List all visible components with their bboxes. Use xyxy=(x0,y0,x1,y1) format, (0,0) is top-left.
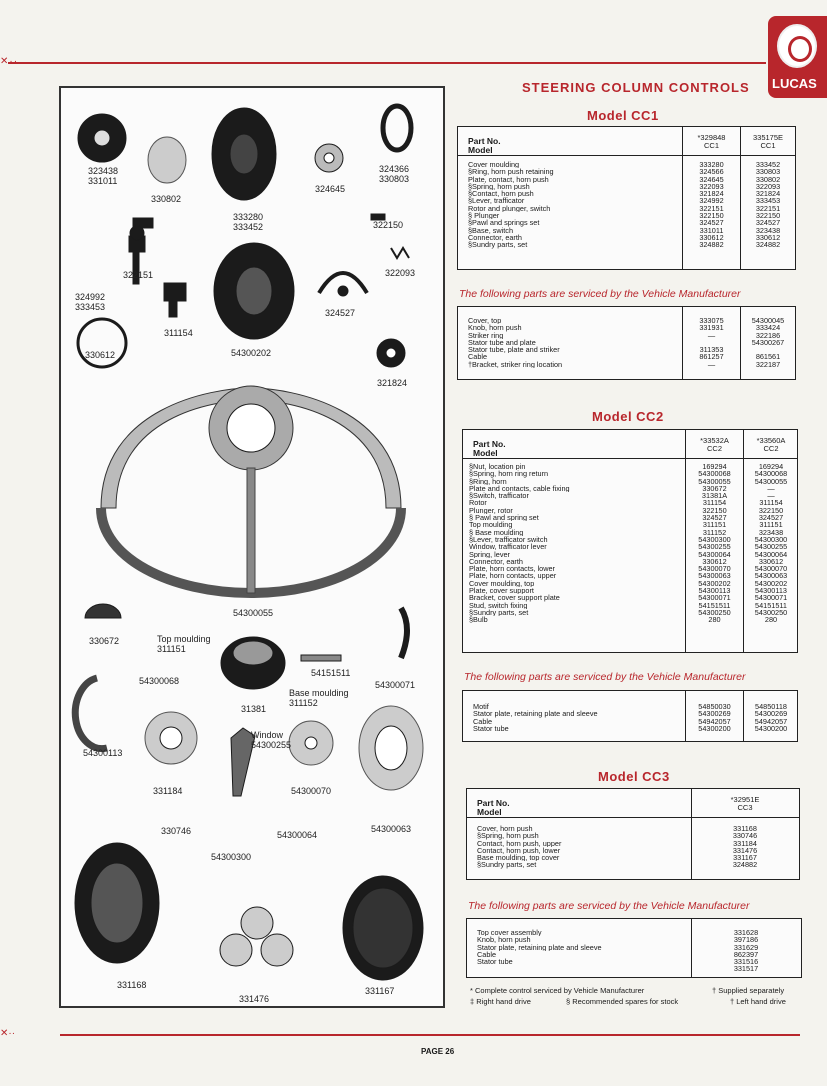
table-cell: 54300255 xyxy=(754,542,788,552)
table-cell: 311151 xyxy=(702,520,727,530)
table-cell: 324882 xyxy=(732,860,758,870)
table-cell: 333452 xyxy=(755,160,781,169)
table-row-label: Spring, lever xyxy=(469,550,510,558)
table-cell: 322150 xyxy=(758,505,784,515)
part-label: Base moulding 311152 xyxy=(289,688,349,708)
table-cell: 331629 xyxy=(733,942,759,952)
table-row-label: Stator plate, retaining plate and sleeve xyxy=(477,943,602,951)
row-labels xyxy=(468,161,680,249)
table-row-label: §Base, switch xyxy=(468,226,514,234)
table-cell: 861561 xyxy=(755,352,781,362)
table-row-label: §Spring, horn push xyxy=(477,832,539,840)
table-cell: — xyxy=(707,330,716,340)
table-row-label: §Spring, horn ring return xyxy=(469,470,549,478)
table-row-label: Knob, horn push xyxy=(468,324,522,332)
table-cell: 330802 xyxy=(755,174,781,184)
table-cell: 331628 xyxy=(733,928,759,937)
table-cell: 322186 xyxy=(755,330,781,340)
table-cell: 321824 xyxy=(699,189,724,199)
value-column xyxy=(745,463,797,624)
table-row-label: Connector, earth xyxy=(469,557,523,566)
model-cc2-heading: Model CC2 xyxy=(592,409,664,424)
manufacturer-note: The following parts are serviced by the Vehicle Manufacturer xyxy=(459,288,741,300)
table-cell: 31381A xyxy=(701,491,728,501)
table-cell: 322150 xyxy=(702,505,727,515)
table-cell: 54300064 xyxy=(754,549,788,559)
row-labels xyxy=(477,929,689,965)
table-cell: 324527 xyxy=(755,218,781,228)
table-row-label: Cable xyxy=(468,353,488,361)
table-cell: 330612 xyxy=(755,232,781,242)
table-cell: 324527 xyxy=(702,513,727,523)
table-cell: 54300202 xyxy=(754,578,788,588)
part-label: 331476 xyxy=(239,994,270,1004)
table-cell: 54300269 xyxy=(754,709,788,719)
column-header: *329848 CC1 xyxy=(697,133,726,150)
table-row-label: Plate, horn contacts, lower xyxy=(469,565,555,573)
bottom-rule-ornament: ✕·· xyxy=(0,1028,16,1039)
table-cell: 321824 xyxy=(755,189,781,199)
table-row-label: Bracket, cover support plate xyxy=(469,594,560,602)
table-row-label: §Sundry parts, set xyxy=(477,861,537,869)
table-cell: 323438 xyxy=(758,527,784,537)
table-row-label: Top moulding xyxy=(469,521,513,529)
table-cell: 54942057 xyxy=(754,716,788,726)
column-header: 335175E CC1 xyxy=(752,133,784,150)
table-cell: 54300064 xyxy=(698,549,731,559)
value-column xyxy=(687,463,742,624)
table-cell: 331184 xyxy=(733,838,757,848)
lucas-emblem-icon xyxy=(777,24,817,68)
table-cell: 280 xyxy=(764,615,778,625)
table-cell: 333075 xyxy=(699,316,724,325)
value-column xyxy=(693,929,799,973)
value-column xyxy=(684,317,739,368)
cc1-manufacturer-table xyxy=(457,306,796,380)
footnote: § Recommended spares for stock xyxy=(566,997,679,1006)
table-row-label: Cover, top xyxy=(468,317,502,325)
table-row-label: Striker ring xyxy=(468,331,504,339)
table-cell: 311353 xyxy=(699,345,724,355)
table-row-label: Contact, horn push, lower xyxy=(477,846,561,855)
table-cell: 311154 xyxy=(702,498,727,508)
part-label: 324992 333453 xyxy=(75,292,106,312)
page-title: STEERING COLUMN CONTROLS xyxy=(522,80,750,95)
table-cell: 280 xyxy=(708,615,721,625)
part-label: 330672 xyxy=(89,636,120,646)
table-cell: 324645 xyxy=(699,174,724,184)
table-cell: 54300269 xyxy=(698,709,731,719)
table-cell: 54300267 xyxy=(751,337,785,347)
table-cell: 54300068 xyxy=(698,469,731,479)
value-column xyxy=(693,825,797,869)
table-row-label: Cable xyxy=(473,717,493,725)
part-label: 324527 xyxy=(325,308,356,318)
part-label: 54300055 xyxy=(233,608,274,618)
table-cell: 324527 xyxy=(758,513,784,523)
table-row-label: Cover moulding xyxy=(468,161,520,169)
table-cell: 169294 xyxy=(758,462,784,471)
table-cell: 322151 xyxy=(699,203,724,213)
footnote: * Complete control serviced by Vehicle Manufacturer xyxy=(470,986,645,995)
table-cell: 330672 xyxy=(702,483,727,493)
table-row-label: §Ring, horn push retaining xyxy=(468,168,554,176)
table-cell: 330612 xyxy=(702,556,727,566)
manufacturer-note: The following parts are serviced by the Vehicle Manufacturer xyxy=(464,671,746,683)
table-cell: 54151511 xyxy=(698,600,731,610)
table-cell: — xyxy=(767,491,775,501)
part-no-header: Part No. xyxy=(468,136,501,146)
table-row-label: §Switch, trafficator xyxy=(469,492,529,500)
part-label: 54300070 xyxy=(291,786,332,796)
table-cell: 322093 xyxy=(699,181,724,191)
table-row-label: Plate, contact, horn push xyxy=(468,175,549,183)
table-row-label: §Lever, trafficator xyxy=(468,197,525,205)
table-row-label: Plate, cover support xyxy=(469,587,534,595)
table-cell: 324566 xyxy=(699,167,724,177)
table-row-label: †Bracket, striker ring location xyxy=(468,360,563,369)
cc2-manufacturer-table xyxy=(462,690,798,742)
table-row-label: Stator tube xyxy=(477,958,513,966)
table-cell: 54300202 xyxy=(698,578,731,588)
part-label: 54300202 xyxy=(231,348,272,358)
table-cell: 324527 xyxy=(699,218,724,228)
table-cell: 54300068 xyxy=(754,469,788,479)
table-row-label: Top cover assembly xyxy=(477,929,542,937)
table-cell: 322150 xyxy=(699,211,724,221)
part-label: 54300300 xyxy=(211,852,252,862)
table-cell: 330746 xyxy=(732,831,758,841)
table-cell: 324882 xyxy=(699,240,724,250)
row-labels xyxy=(469,463,681,624)
cc1-table xyxy=(457,126,796,270)
footnote: † Left hand drive xyxy=(730,997,786,1006)
table-cell: 169294 xyxy=(702,462,727,471)
table-cell: 322187 xyxy=(755,359,781,369)
table-row-label: Knob, horn push xyxy=(477,936,531,944)
table-row-label: §Sundry parts, set xyxy=(468,241,528,249)
table-row-label: Stator tube, plate and striker xyxy=(468,346,560,354)
table-cell: 322093 xyxy=(755,181,781,191)
table-cell: 331476 xyxy=(732,845,758,855)
part-label: 54300113 xyxy=(83,748,123,758)
table-cell: 54300300 xyxy=(754,534,788,544)
table-cell: 397186 xyxy=(733,935,759,945)
value-column xyxy=(742,317,794,368)
table-row-label: Plunger, rotor xyxy=(469,506,513,515)
value-column xyxy=(684,161,739,249)
table-row-label: §Ring, horn xyxy=(469,477,507,485)
table-cell: 54300070 xyxy=(754,564,788,574)
table-cell: — xyxy=(767,483,775,493)
table-row-label: Contact, horn push, upper xyxy=(477,839,562,847)
table-cell: 54942057 xyxy=(698,716,731,726)
part-label: 331168 xyxy=(117,980,147,990)
part-label: 324645 xyxy=(315,184,346,194)
part-label: 311154 xyxy=(164,328,193,338)
logo-text: LUCAS xyxy=(772,76,817,91)
table-cell: 54300113 xyxy=(698,586,731,596)
table-row-label: Cover, horn push xyxy=(477,825,533,833)
part-label: 330746 xyxy=(161,826,192,836)
part-label: 54300068 xyxy=(139,676,180,686)
table-cell: 311152 xyxy=(702,527,727,537)
column-header: *33560A CC2 xyxy=(756,436,786,453)
table-cell: 54300070 xyxy=(698,564,731,574)
part-label: 331184 xyxy=(153,786,183,796)
table-cell: 330612 xyxy=(699,232,724,242)
part-label: 331167 xyxy=(365,986,395,996)
row-labels xyxy=(473,703,683,732)
column-header: *32951E CC3 xyxy=(730,795,760,812)
top-rule xyxy=(8,62,766,64)
table-cell: 311151 xyxy=(759,520,783,530)
footnote: † Supplied separately xyxy=(712,986,785,995)
table-row-label: Cover moulding, top xyxy=(469,579,535,588)
column-header: *33532A CC2 xyxy=(700,436,729,453)
part-label: 323438 331011 xyxy=(88,166,119,186)
table-row-label: Rotor xyxy=(469,499,487,507)
table-cell: 54300200 xyxy=(698,723,731,733)
table-row-label: §Sundry parts, set xyxy=(469,608,529,617)
model-header: Model xyxy=(477,807,502,817)
table-cell: 54300063 xyxy=(754,571,788,581)
page-number: PAGE 26 xyxy=(421,1047,455,1056)
table-row-label: §Bulb xyxy=(469,616,488,624)
table-cell: 54850030 xyxy=(698,702,731,711)
table-cell: 54300071 xyxy=(698,593,731,603)
table-cell: 323438 xyxy=(755,225,781,235)
part-label: 322150 xyxy=(373,220,404,230)
footnote: ‡ Right hand drive xyxy=(470,997,531,1006)
bottom-rule xyxy=(60,1034,800,1036)
part-label: 324366 330803 xyxy=(379,164,410,184)
table-row-label: §Lever, trafficator switch xyxy=(469,535,548,544)
part-label: 330802 xyxy=(151,194,182,204)
part-label: 31381 xyxy=(241,704,267,714)
part-label: 54300071 xyxy=(375,680,416,690)
row-labels xyxy=(468,317,680,368)
table-cell: 54300300 xyxy=(698,534,731,544)
top-rule-ornament: ✕·· xyxy=(0,56,19,67)
table-cell: 333280 xyxy=(699,160,724,169)
model-header: Model xyxy=(468,145,493,155)
table-row-label: Stud, switch fixing xyxy=(469,601,528,609)
part-no-header: Part No. xyxy=(473,439,506,449)
table-cell: 54300200 xyxy=(754,723,788,733)
table-cell: 54300250 xyxy=(754,607,788,617)
table-cell: 861257 xyxy=(699,352,724,362)
table-cell: 324882 xyxy=(755,240,781,250)
value-column xyxy=(742,161,794,249)
part-label: 322151 xyxy=(123,270,154,280)
table-cell: 54300063 xyxy=(698,571,731,581)
part-label: 54300064 xyxy=(277,830,318,840)
part-label: 321824 xyxy=(377,378,408,388)
part-label: 54151511 xyxy=(311,668,351,678)
model-cc3-heading: Model CC3 xyxy=(598,769,670,784)
model-header: Model xyxy=(473,448,498,458)
table-cell: 54300255 xyxy=(698,542,731,552)
table-row-label: Stator plate, retaining plate and sleeve xyxy=(473,710,598,718)
table-row-label: §Nut, location pin xyxy=(469,463,526,471)
lucas-logo xyxy=(768,16,827,98)
table-row-label: Base moulding, top cover xyxy=(477,854,560,862)
table-row-label: Rotor and plunger, switch xyxy=(468,204,551,213)
part-label: 333280 333452 xyxy=(233,212,264,232)
table-cell: 322150 xyxy=(755,211,781,221)
table-cell: — xyxy=(707,359,716,369)
table-row-label: Plate, horn contacts, upper xyxy=(469,572,557,580)
table-cell: 54300045 xyxy=(751,316,785,325)
table-cell: 54300055 xyxy=(754,476,788,486)
table-cell: 54850118 xyxy=(755,702,787,711)
table-cell: 54300071 xyxy=(754,593,788,603)
part-label: 322093 xyxy=(385,268,416,278)
table-cell: 322151 xyxy=(755,203,781,213)
parts-diagram xyxy=(59,86,445,1008)
value-column xyxy=(745,703,797,732)
table-cell: 862397 xyxy=(733,949,759,959)
cc3-manufacturer-table xyxy=(466,918,802,978)
table-cell: 54300055 xyxy=(698,476,731,486)
table-cell: 330803 xyxy=(755,167,781,177)
table-cell: 54151511 xyxy=(755,600,787,610)
cc2-table xyxy=(462,429,798,653)
cc3-table xyxy=(466,788,800,880)
table-row-label: § Base moulding xyxy=(469,528,524,536)
part-label: Window 54300255 xyxy=(251,730,292,750)
table-row-label: §Pawl and springs set xyxy=(468,219,540,227)
table-row-label: Plate and contacts, cable fixing xyxy=(469,484,570,493)
part-no-header: Part No. xyxy=(477,798,510,808)
part-label: 330612 xyxy=(85,350,116,360)
table-row-label: Stator tube and plate xyxy=(468,338,536,347)
table-cell: 54300250 xyxy=(698,607,731,617)
table-cell: 330612 xyxy=(758,556,784,566)
table-cell: 54300113 xyxy=(755,586,787,596)
table-row-label: §Spring, horn push xyxy=(468,182,530,191)
table-cell: 331516 331517 xyxy=(733,957,759,974)
table-row-label: Connector, earth xyxy=(468,233,522,242)
value-column xyxy=(687,703,742,732)
table-row-label: Stator tube xyxy=(473,724,509,733)
table-row-label: Motif xyxy=(473,703,489,711)
table-row-label: §Contact, horn push xyxy=(468,190,534,198)
part-label: Top moulding 311151 xyxy=(157,634,211,654)
manufacturer-note: The following parts are serviced by the Vehicle Manufacturer xyxy=(468,900,750,912)
table-cell: 333453 xyxy=(755,196,781,206)
table-row-label: Window, trafficator lever xyxy=(469,543,547,551)
table-cell: 331011 xyxy=(699,225,724,235)
row-labels xyxy=(477,825,689,869)
part-label: 54300063 xyxy=(371,824,412,834)
table-cell: 331931 xyxy=(699,323,724,333)
table-row-label: § Plunger xyxy=(468,212,500,220)
table-cell: 331168 xyxy=(733,824,757,833)
table-cell: 324992 xyxy=(699,196,724,206)
table-cell: 311154 xyxy=(759,498,783,508)
table-row-label: § Pawl and spring set xyxy=(469,514,539,522)
table-cell: 333424 xyxy=(755,323,781,333)
table-row-label: Cable xyxy=(477,950,497,959)
model-cc1-heading: Model CC1 xyxy=(587,108,659,123)
table-cell: 331167 xyxy=(733,853,757,863)
